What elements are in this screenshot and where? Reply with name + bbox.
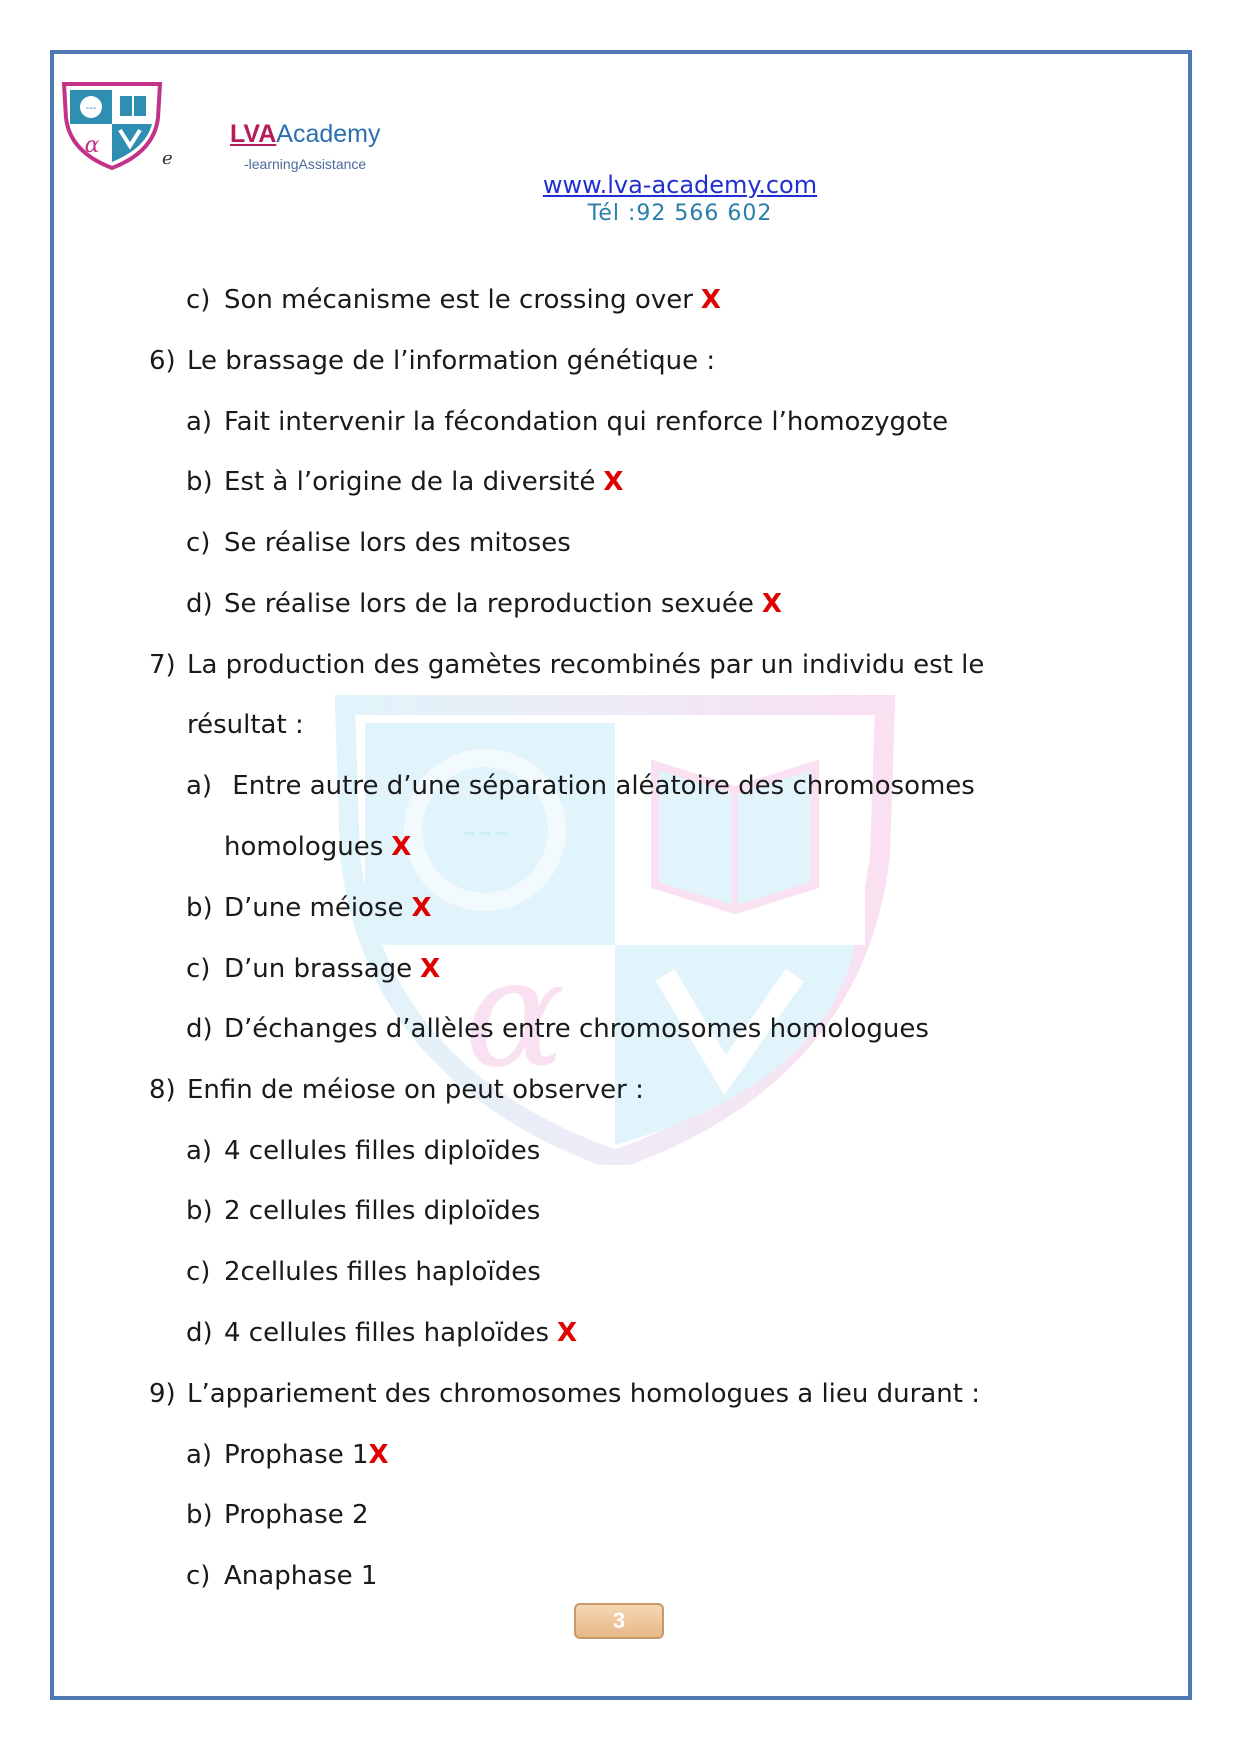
contact-block	[480, 170, 880, 228]
question-8: 8) Enfin de méiose on peut observer :	[149, 1075, 644, 1105]
option-8c: c) 2cellules filles haploïdes	[186, 1257, 541, 1287]
option-8a: a) 4 cellules filles diploïdes	[186, 1136, 541, 1166]
svg-text:α: α	[464, 927, 566, 1101]
answer-mark: X	[700, 285, 721, 315]
question-9: 9) L’appariement des chromosomes homologues a lieu durant :	[149, 1379, 980, 1409]
option-7d: d) D’échanges d’allèles entre chromosomes homologues	[186, 1014, 929, 1044]
option-7a: a) Entre autre d’une séparation aléatoire des chromosomes	[186, 771, 975, 801]
question-7: 7) La production des gamètes recombinés par un individu est le	[149, 650, 985, 680]
svg-text:---: ---	[85, 103, 97, 114]
option-7a-cont: homologues X	[224, 832, 412, 862]
option-8b: b) 2 cellules filles diploïdes	[186, 1196, 541, 1226]
academy-logo	[58, 78, 166, 170]
answer-mark: X	[411, 893, 432, 923]
option-9a: a) Prophase 1X	[186, 1440, 389, 1470]
svg-text:α: α	[84, 133, 100, 158]
answer-mark: X	[391, 832, 412, 862]
answer-mark: X	[368, 1440, 389, 1470]
answer-mark: X	[761, 589, 782, 619]
answer-mark: X	[603, 467, 624, 497]
option-6d: d) Se réalise lors de la reproduction sexuée X	[186, 589, 782, 619]
option-6a: a) Fait intervenir la fécondation qui renforce l’homozygote	[186, 407, 949, 437]
brand-academy: Academy	[276, 120, 381, 148]
option-9c: c) Anaphase 1	[186, 1561, 378, 1591]
answer-mark: X	[557, 1318, 578, 1348]
page-number-badge: 3	[574, 1603, 664, 1639]
option-6b: b) Est à l’origine de la diversité X	[186, 467, 624, 497]
question-6: 6) Le brassage de l’information génétique :	[149, 346, 716, 376]
phone-number: Tél :92 566 602	[587, 201, 773, 226]
website-link[interactable]: www.lva-academy.com	[542, 171, 818, 199]
answer-mark: X	[420, 954, 441, 984]
option-7b: b) D’une méiose X	[186, 893, 432, 923]
brand-name	[230, 120, 381, 148]
brand-tagline: -learningAssistance	[244, 156, 367, 172]
question-7-cont: résultat :	[187, 710, 304, 740]
logo-e-mark: e	[162, 148, 173, 169]
option-5c: c) Son mécanisme est le crossing over X	[186, 285, 721, 315]
brand-lva: LVA	[230, 120, 277, 148]
option-9b: b) Prophase 2	[186, 1500, 369, 1530]
option-7c: c) D’un brassage X	[186, 954, 441, 984]
option-6c: c) Se réalise lors des mitoses	[186, 528, 571, 558]
option-8d: d) 4 cellules filles haploïdes X	[186, 1318, 578, 1348]
svg-text:---: ---	[461, 805, 509, 856]
